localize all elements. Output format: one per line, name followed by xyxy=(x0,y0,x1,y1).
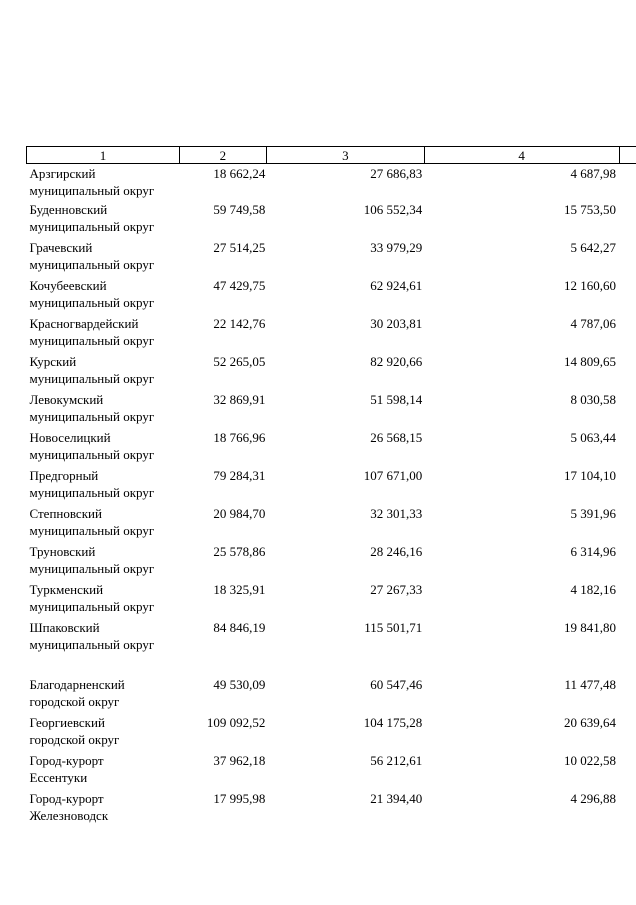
value-col-4: 14 809,65 xyxy=(564,354,616,369)
value-col-4: 4 787,06 xyxy=(570,316,616,331)
district-name: Шпаковский xyxy=(29,620,100,635)
table-header-row xyxy=(27,147,636,164)
district-type: муниципальный округ xyxy=(29,523,155,538)
value-col-2: 18 766,96 xyxy=(213,430,266,445)
value-col-3: 26 568,15 xyxy=(370,430,423,445)
value-col-2: 47 429,75 xyxy=(213,278,266,293)
district-name-cell xyxy=(27,467,180,505)
value-col-2: 49 530,09 xyxy=(213,677,266,692)
district-name: Красногвардейский xyxy=(29,316,139,331)
value-col-5 xyxy=(619,714,636,752)
table-row xyxy=(27,164,636,202)
value-col-3: 82 920,66 xyxy=(370,354,423,369)
table-row xyxy=(27,353,636,391)
district-type: Железноводск xyxy=(29,808,109,823)
value-col-2: 109 092,52 xyxy=(206,715,266,730)
value-col-2: 32 869,91 xyxy=(213,392,266,407)
district-name-cell xyxy=(27,164,180,202)
value-col-2: 37 962,18 xyxy=(213,753,266,768)
value-col-4: 4 687,98 xyxy=(570,166,616,181)
district-type: муниципальный округ xyxy=(29,257,155,272)
value-col-2: 52 265,05 xyxy=(213,354,266,369)
district-name-cell xyxy=(27,790,180,828)
value-col-5 xyxy=(619,790,636,828)
value-col-5 xyxy=(619,353,636,391)
value-col-5 xyxy=(619,277,636,315)
table-row xyxy=(27,315,636,353)
district-name-cell xyxy=(27,619,180,657)
district-name: Арзгирский xyxy=(29,166,96,181)
value-col-3: 32 301,33 xyxy=(370,506,423,521)
value-col-4: 4 182,16 xyxy=(570,582,616,597)
district-name-cell xyxy=(27,429,180,467)
district-type: муниципальный округ xyxy=(29,637,155,652)
district-type: муниципальный округ xyxy=(29,485,155,500)
district-name-cell xyxy=(27,391,180,429)
district-name: Новоселицкий xyxy=(29,430,111,445)
district-type: муниципальный округ xyxy=(29,219,155,234)
district-name: Благодарненский xyxy=(29,677,125,692)
district-type: городской округ xyxy=(29,732,120,747)
value-col-2: 18 662,24 xyxy=(213,166,266,181)
value-col-3: 27 686,83 xyxy=(370,166,423,181)
value-col-5 xyxy=(619,467,636,505)
header-col-5 xyxy=(619,147,636,164)
table-row xyxy=(27,239,636,277)
value-col-3: 106 552,34 xyxy=(363,202,423,217)
district-name-cell xyxy=(27,543,180,581)
district-name-cell xyxy=(27,353,180,391)
district-name: Туркменский xyxy=(29,582,104,597)
district-name: Георгиевский xyxy=(29,715,105,730)
value-col-2: 20 984,70 xyxy=(213,506,266,521)
district-type: муниципальный округ xyxy=(29,447,155,462)
value-col-3: 62 924,61 xyxy=(370,278,423,293)
value-col-5 xyxy=(619,315,636,353)
header-col-2: 2 xyxy=(179,147,266,164)
value-col-3: 51 598,14 xyxy=(370,392,423,407)
value-col-4: 12 160,60 xyxy=(564,278,616,293)
value-col-4: 6 314,96 xyxy=(570,544,616,559)
value-col-3: 21 394,40 xyxy=(370,791,423,806)
district-name: Грачевский xyxy=(29,240,93,255)
district-name: Курский xyxy=(29,354,77,369)
district-type: городской округ xyxy=(29,694,120,709)
district-name-cell xyxy=(27,676,180,714)
district-type: муниципальный округ xyxy=(29,183,155,198)
district-name-cell xyxy=(27,752,180,790)
table-row xyxy=(27,277,636,315)
table-row xyxy=(27,201,636,239)
value-col-5 xyxy=(619,391,636,429)
district-name-cell xyxy=(27,714,180,752)
value-col-4: 4 296,88 xyxy=(570,791,616,806)
district-name: Город-курорт xyxy=(29,791,104,806)
table-row xyxy=(27,581,636,619)
value-col-5 xyxy=(619,752,636,790)
district-name: Труновский xyxy=(29,544,96,559)
value-col-3: 27 267,33 xyxy=(370,582,423,597)
table-row xyxy=(27,429,636,467)
district-type: муниципальный округ xyxy=(29,295,155,310)
value-col-5 xyxy=(619,581,636,619)
district-type: муниципальный округ xyxy=(29,599,155,614)
value-col-4: 15 753,50 xyxy=(564,202,616,217)
value-col-3: 28 246,16 xyxy=(370,544,423,559)
value-col-4: 17 104,10 xyxy=(564,468,616,483)
value-col-5 xyxy=(619,543,636,581)
district-name-cell xyxy=(27,277,180,315)
value-col-2: 18 325,91 xyxy=(213,582,266,597)
value-col-2: 17 995,98 xyxy=(213,791,266,806)
value-col-2: 79 284,31 xyxy=(213,468,266,483)
value-col-2: 84 846,19 xyxy=(213,620,266,635)
table-row xyxy=(27,505,636,543)
value-col-5 xyxy=(619,505,636,543)
district-name: Левокумский xyxy=(29,392,104,407)
value-col-4: 20 639,64 xyxy=(564,715,616,730)
value-col-5 xyxy=(619,239,636,277)
value-col-2: 25 578,86 xyxy=(213,544,266,559)
district-type: муниципальный округ xyxy=(29,409,155,424)
table-row xyxy=(27,676,636,714)
table-row xyxy=(27,391,636,429)
value-col-4: 5 642,27 xyxy=(570,240,616,255)
header-col-3: 3 xyxy=(266,147,424,164)
value-col-5 xyxy=(619,676,636,714)
district-type: Ессентуки xyxy=(29,770,88,785)
value-col-3: 115 501,71 xyxy=(364,620,423,635)
district-name-cell xyxy=(27,201,180,239)
district-name: Степновский xyxy=(29,506,102,521)
table-row xyxy=(27,714,636,752)
value-col-4: 8 030,58 xyxy=(570,392,616,407)
value-col-4: 5 391,96 xyxy=(570,506,616,521)
value-col-3: 30 203,81 xyxy=(370,316,423,331)
header-col-1: 1 xyxy=(27,147,180,164)
table-body xyxy=(27,164,636,829)
data-table xyxy=(26,146,636,828)
district-type: муниципальный округ xyxy=(29,333,155,348)
district-type: муниципальный округ xyxy=(29,561,155,576)
table-row xyxy=(27,619,636,657)
district-type: муниципальный округ xyxy=(29,371,155,386)
header-col-4: 4 xyxy=(424,147,619,164)
district-name-cell xyxy=(27,505,180,543)
value-col-3: 104 175,28 xyxy=(363,715,423,730)
value-col-2: 27 514,25 xyxy=(213,240,266,255)
district-name: Предгорный xyxy=(29,468,99,483)
table-row xyxy=(27,543,636,581)
value-col-3: 33 979,29 xyxy=(370,240,423,255)
value-col-4: 11 477,48 xyxy=(564,677,616,692)
value-col-2: 59 749,58 xyxy=(213,202,266,217)
value-col-3: 56 212,61 xyxy=(370,753,423,768)
value-col-4: 5 063,44 xyxy=(570,430,616,445)
value-col-3: 107 671,00 xyxy=(363,468,423,483)
district-name-cell xyxy=(27,239,180,277)
table-row xyxy=(27,790,636,828)
value-col-3: 60 547,46 xyxy=(370,677,423,692)
value-col-5 xyxy=(619,201,636,239)
district-name: Город-курорт xyxy=(29,753,104,768)
table-row xyxy=(27,467,636,505)
table-row xyxy=(27,752,636,790)
value-col-5 xyxy=(619,429,636,467)
district-name: Буденновский xyxy=(29,202,108,217)
district-name: Кочубеевский xyxy=(29,278,107,293)
value-col-4: 19 841,80 xyxy=(564,620,616,635)
value-col-5 xyxy=(619,619,636,657)
section-spacer xyxy=(27,657,636,676)
district-name-cell xyxy=(27,581,180,619)
district-name-cell xyxy=(27,315,180,353)
value-col-5 xyxy=(619,164,636,202)
value-col-4: 10 022,58 xyxy=(564,753,616,768)
value-col-2: 22 142,76 xyxy=(213,316,266,331)
